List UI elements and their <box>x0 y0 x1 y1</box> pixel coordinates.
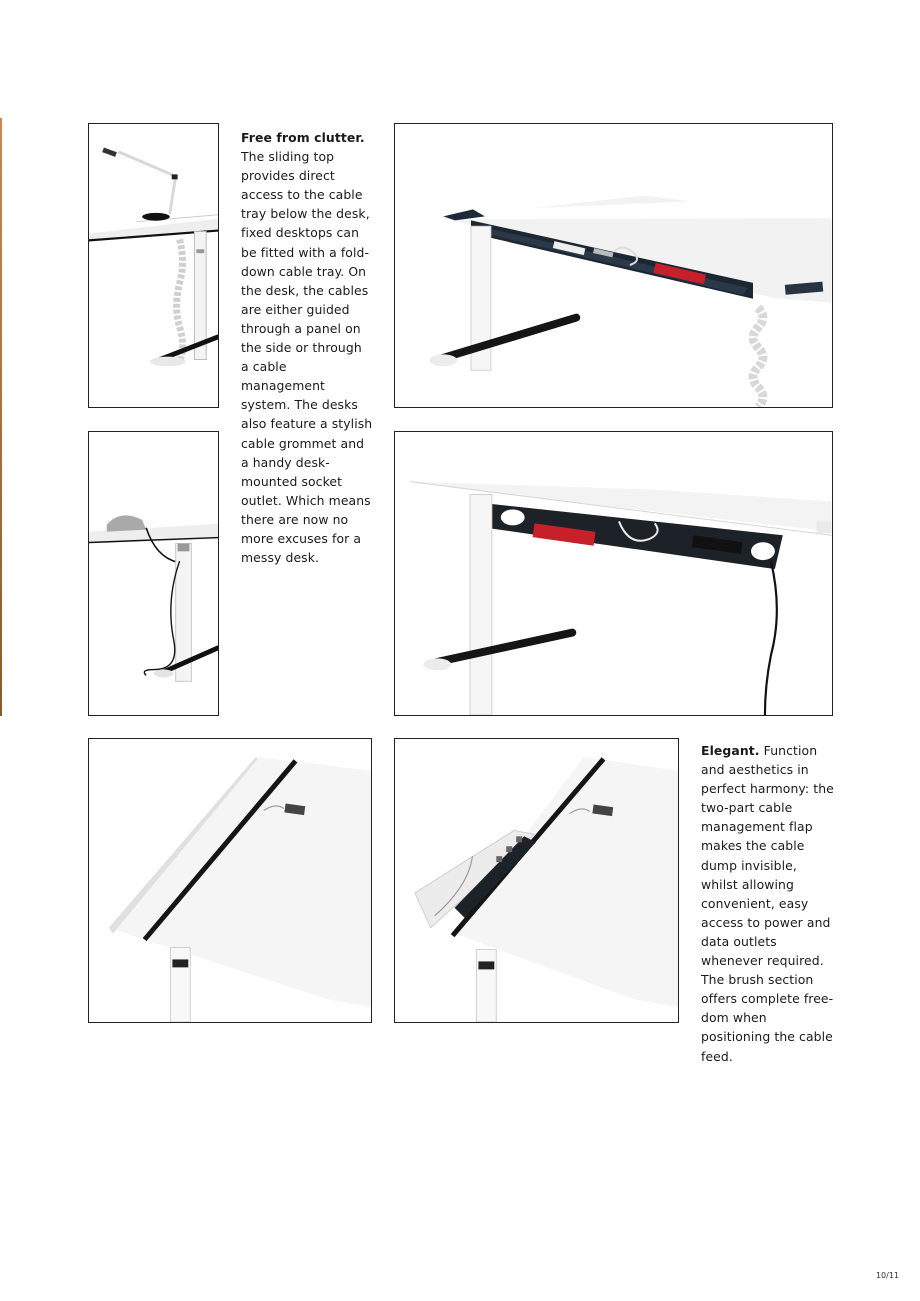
desk-side-panel-illustration <box>89 432 218 715</box>
page-edge-strip <box>0 118 2 716</box>
photo-desk-lamp-cable-spine <box>88 123 219 408</box>
desk-flap-open-illustration <box>395 739 678 1022</box>
elegant-description <box>701 741 835 1066</box>
photo-desk-flap-open <box>394 738 679 1023</box>
photo-desk-open-tray-socket <box>394 431 833 716</box>
desk-flap-closed-illustration <box>89 739 371 1022</box>
clutter-body: The sliding top provides direct access to the cable tray below the desk, fixed desktops can be fitted with a fold-down cable tray. On the desk, the cables are either guided through a panel on the side or through a cable management system. The desks also feature a stylish cable grommet and a handy desk-mounted socket outlet. Which means there are now no more excuses for a messy desk. <box>241 149 373 566</box>
elegant-body: Function and aesthetics in perfect harmony: the two-part cable management flap makes the cable dump invisible, whilst allowing convenient, easy access to power and data outlets whenever required. The brush section offers complete free-dom when positioning the cable feed. <box>701 743 834 1064</box>
photo-desk-flap-closed <box>88 738 372 1023</box>
page-number: 10/11 <box>875 1271 899 1280</box>
photo-desk-side-cable-panel <box>88 431 219 716</box>
photo-desk-cable-tray <box>394 123 833 408</box>
desk-open-tray-illustration <box>395 432 832 715</box>
elegant-heading: Elegant. <box>701 743 760 758</box>
desk-cable-tray-illustration <box>395 124 832 407</box>
desk-lamp-illustration <box>89 124 218 407</box>
clutter-description <box>241 128 373 567</box>
clutter-heading: Free from clutter. <box>241 130 365 145</box>
